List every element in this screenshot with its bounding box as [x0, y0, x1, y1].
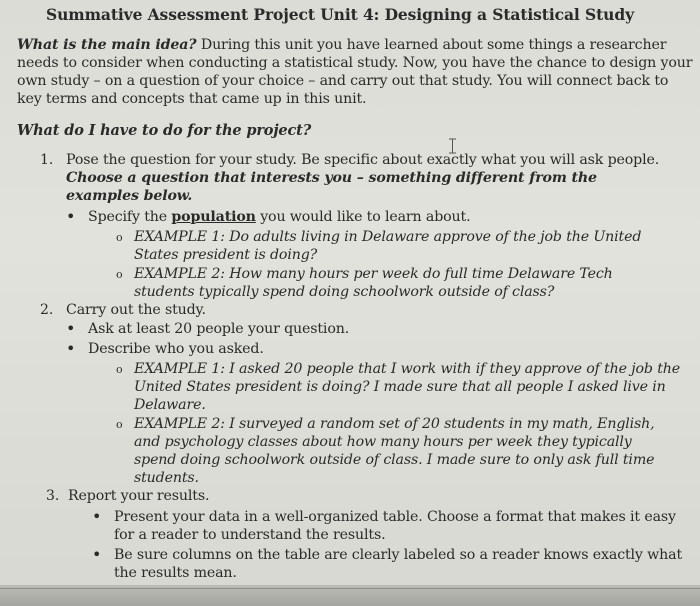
item2-example2-line1: EXAMPLE 2: I surveyed a random set of 20 students in my math, English, — [134, 416, 655, 432]
item2-example2-line3: spend doing schoolwork outside of class. I made sure to only ask full time — [134, 452, 655, 468]
item1-example2-line2: students typically spend doing schoolwork outside of class? — [134, 284, 555, 300]
item1-example1-line2: States president is doing? — [134, 247, 318, 263]
intro-lead: What is the main idea? — [17, 37, 197, 53]
item3-bullet1-line2: for a reader to understand the results. — [114, 527, 386, 543]
bullet-icon: • — [66, 207, 76, 226]
bullet-icon: • — [66, 319, 76, 338]
intro-paragraph — [17, 36, 697, 108]
intro-text: During this unit you have learned about some things a researcher needs to consider when conducting a statistical study. Now, you have the chance to design your own study – on a question of your choice – and carry out that study. You will connect back to key terms and concepts that came up in this unit. — [17, 37, 693, 107]
item3-bullet2-line2: the results mean. — [114, 565, 237, 581]
bullet-icon: • — [92, 545, 102, 564]
population-term: population — [171, 209, 256, 225]
population-pre: Specify the — [88, 209, 172, 225]
item3-bullet2-line1: Be sure columns on the table are clearly labeled so a reader knows exactly what — [114, 547, 683, 563]
item2-example1-line1: EXAMPLE 1: I asked 20 people that I work with if they approve of the job the — [134, 361, 680, 377]
document-title: Summative Assessment Project Unit 4: Designing a Statistical Study — [46, 5, 634, 24]
circle-bullet-icon: o — [116, 268, 123, 281]
item1-line3: examples below. — [66, 188, 193, 204]
item3-line1: Report your results. — [68, 488, 210, 504]
item2-example1-line2: United States president is doing? I made sure that all people I asked live in — [134, 379, 666, 395]
bottom-edge — [0, 585, 700, 606]
item1-line2: Choose a question that interests you – something different from the — [66, 170, 597, 186]
item1-number: 1. — [40, 152, 54, 168]
item2-example2-line2: and psychology classes about how many hours per week they typically — [134, 434, 632, 450]
item2-number: 2. — [40, 302, 54, 318]
item3-number: 3. — [46, 488, 60, 504]
item2-bullet1: Ask at least 20 people your question. — [88, 321, 350, 337]
item1-population-line — [88, 208, 470, 226]
what-heading: What do I have to do for the project? — [17, 122, 312, 139]
bullet-icon: • — [66, 339, 76, 358]
item1-example1-line1: EXAMPLE 1: Do adults living in Delaware approve of the job the United — [134, 229, 642, 245]
circle-bullet-icon: o — [116, 231, 123, 244]
item1-example2-line1: EXAMPLE 2: How many hours per week do full time Delaware Tech — [134, 266, 613, 282]
item2-bullet2: Describe who you asked. — [88, 341, 264, 357]
item1-line1: Pose the question for your study. Be specific about exactly what you will ask people. — [66, 152, 660, 168]
item2-line1: Carry out the study. — [66, 302, 206, 318]
population-post: you would like to learn about. — [255, 209, 471, 225]
item3-bullet1-line1: Present your data in a well-organized table. Choose a format that makes it easy — [114, 509, 676, 525]
bullet-icon: • — [92, 507, 102, 526]
circle-bullet-icon: o — [116, 363, 123, 376]
circle-bullet-icon: o — [116, 418, 123, 431]
item2-example2-line4: students. — [134, 470, 199, 486]
item2-example1-line3: Delaware. — [134, 397, 206, 413]
